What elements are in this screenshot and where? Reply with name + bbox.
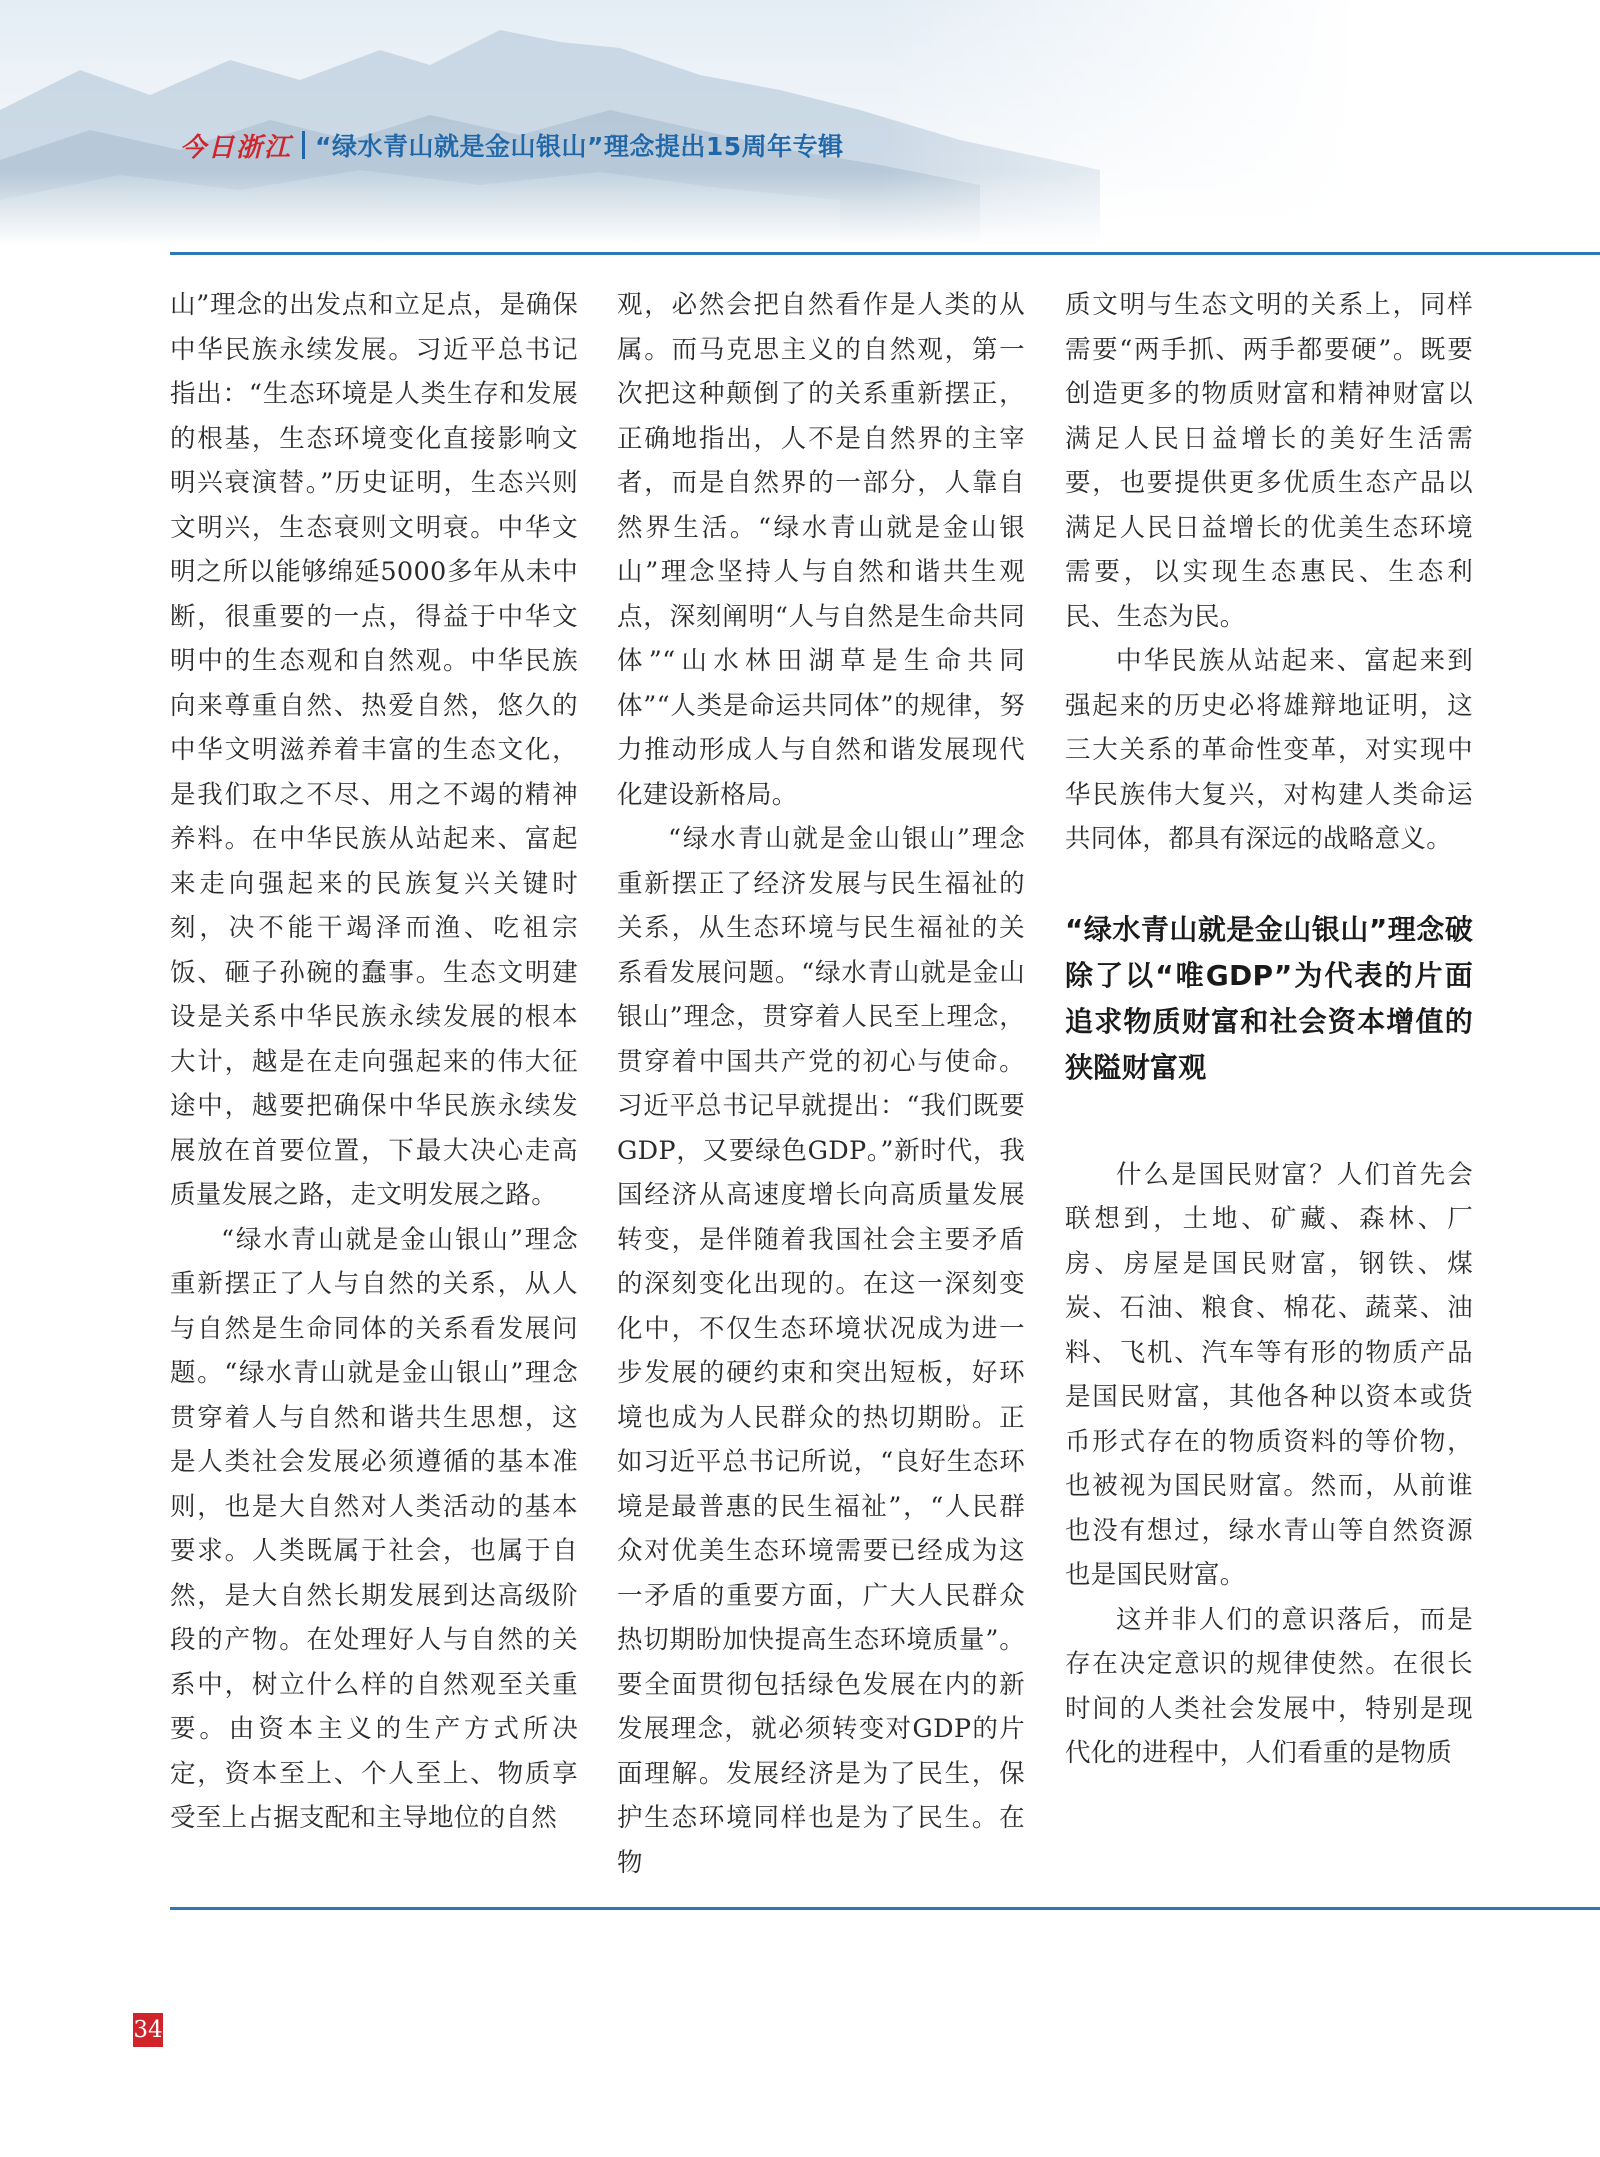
- page-number: 34: [133, 2013, 163, 2047]
- text-column-1: [170, 283, 578, 1841]
- header-separator: [302, 131, 305, 159]
- paragraph: 什么是国民财富？人们首先会联想到，土地、矿藏、森林、厂房、房屋是国民财富，钢铁、煤炭、石油、粮食、棉花、蔬菜、油料、飞机、汽车等有形的物质产品是国民财富，其他各种以资本或货币形式存在的物质资料的等价物，也被视为国民财富。然而，从前谁也没有想过，绿水青山等自然资源也是国民财富。: [1065, 1159, 1473, 1590]
- top-divider: [170, 252, 1600, 255]
- text-column-2: [617, 283, 1025, 1885]
- paragraph: 这并非人们的意识落后，而是存在决定意识的规律使然。在很长时间的人类社会发展中，特别是现代化的进程中，人们看重的是物质: [1065, 1604, 1473, 1768]
- paragraph: 山”理念的出发点和立足点，是确保中华民族永续发展。习近平总书记指出：“生态环境是人类生存和发展的根基，生态环境变化直接影响文明兴衰演替。”历史证明，生态兴则文明兴，生态衰则文明衰。中华文明之所以能够绵延5000多年从未中断，很重要的一点，得益于中华文明中的生态观和自然观。中华民族向来尊重自然、热爱自然，悠久的中华文明滋养着丰富的生态文化，是我们取之不尽、用之不竭的精神养料。在中华民族从站起来、富起来走向强起来的民族复兴关键时刻，决不能干竭泽而渔、吃祖宗饭、砸子孙碗的蠢事。生态文明建设是关系中华民族永续发展的根本大计，越是在走向强起来的伟大征途中，越要把确保中华民族永续发展放在首要位置，下最大决心走高质量发展之路，走文明发展之路。: [170, 290, 578, 1210]
- paragraph: 质文明与生态文明的关系上，同样需要“两手抓、两手都要硬”。既要创造更多的物质财富和精神财富以满足人民日益增长的美好生活需要，也要提供更多优质生态产品以满足人民日益增长的优美生态环境需要，以实现生态惠民、生态利民、生态为民。: [1065, 290, 1473, 632]
- paragraph: 观，必然会把自然看作是人类的从属。而马克思主义的自然观，第一次把这种颠倒了的关系重新摆正，正确地指出，人不是自然界的主宰者，而是自然界的一部分，人靠自然界生活。“绿水青山就是金山银山”理念坚持人与自然和谐共生观点，深刻阐明“人与自然是生命共同体”“山水林田湖草是生命共同体”“人类是命运共同体”的规律，努力推动形成人与自然和谐发展现代化建设新格局。: [617, 290, 1025, 810]
- bottom-divider: [170, 1907, 1600, 1910]
- mountain-landscape-image: [0, 0, 1600, 245]
- special-issue-title: “绿水青山就是金山银山”理念提出15周年专辑: [315, 132, 844, 161]
- paragraph: 中华民族从站起来、富起来到强起来的历史必将雄辩地证明，这三大关系的革命性变革，对实现中华民族伟大复兴，对构建人类命运共同体，都具有深远的战略意义。: [1065, 646, 1473, 854]
- header-line: [180, 125, 844, 165]
- magazine-logo: 今日浙江: [180, 132, 293, 163]
- section-heading: “绿水青山就是金山银山”理念破除了以“唯GDP”为代表的片面追求物质财富和社会资本增值的狭隘财富观: [1065, 912, 1473, 1084]
- text-column-3: [1065, 283, 1473, 1776]
- paragraph: “绿水青山就是金山银山”理念重新摆正了经济发展与民生福祉的关系，从生态环境与民生福祉的关系看发展问题。“绿水青山就是金山银山”理念，贯穿着人民至上理念，贯穿着中国共产党的初心与使命。习近平总书记早就提出：“我们既要GDP，又要绿色GDP。”新时代，我国经济从高速度增长向高质量发展转变，是伴随着我国社会主要矛盾的深刻变化出现的。在这一深刻变化中，不仅生态环境状况成为进一步发展的硬约束和突出短板，好环境也成为人民群众的热切期盼。正如习近平总书记所说，“良好生态环境是最普惠的民生福祉”，“人民群众对优美生态环境需要已经成为这一矛盾的重要方面，广大人民群众热切期盼加快提高生态环境质量”。要全面贯彻包括绿色发展在内的新发展理念，就必须转变对GDP的片面理解。发展经济是为了民生，保护生态环境同样也是为了民生。在物: [617, 824, 1025, 1878]
- header-banner: [0, 0, 1600, 245]
- paragraph: “绿水青山就是金山银山”理念重新摆正了人与自然的关系，从人与自然是生命同体的关系看发展问题。“绿水青山就是金山银山”理念贯穿着人与自然和谐共生思想，这是人类社会发展必须遵循的基本准则，也是大自然对人类活动的基本要求。人类既属于社会，也属于自然，是大自然长期发展到达高级阶段的产物。在处理好人与自然的关系中，树立什么样的自然观至关重要。由资本主义的生产方式所决定，资本至上、个人至上、物质享受至上占据支配和主导地位的自然: [170, 1224, 578, 1833]
